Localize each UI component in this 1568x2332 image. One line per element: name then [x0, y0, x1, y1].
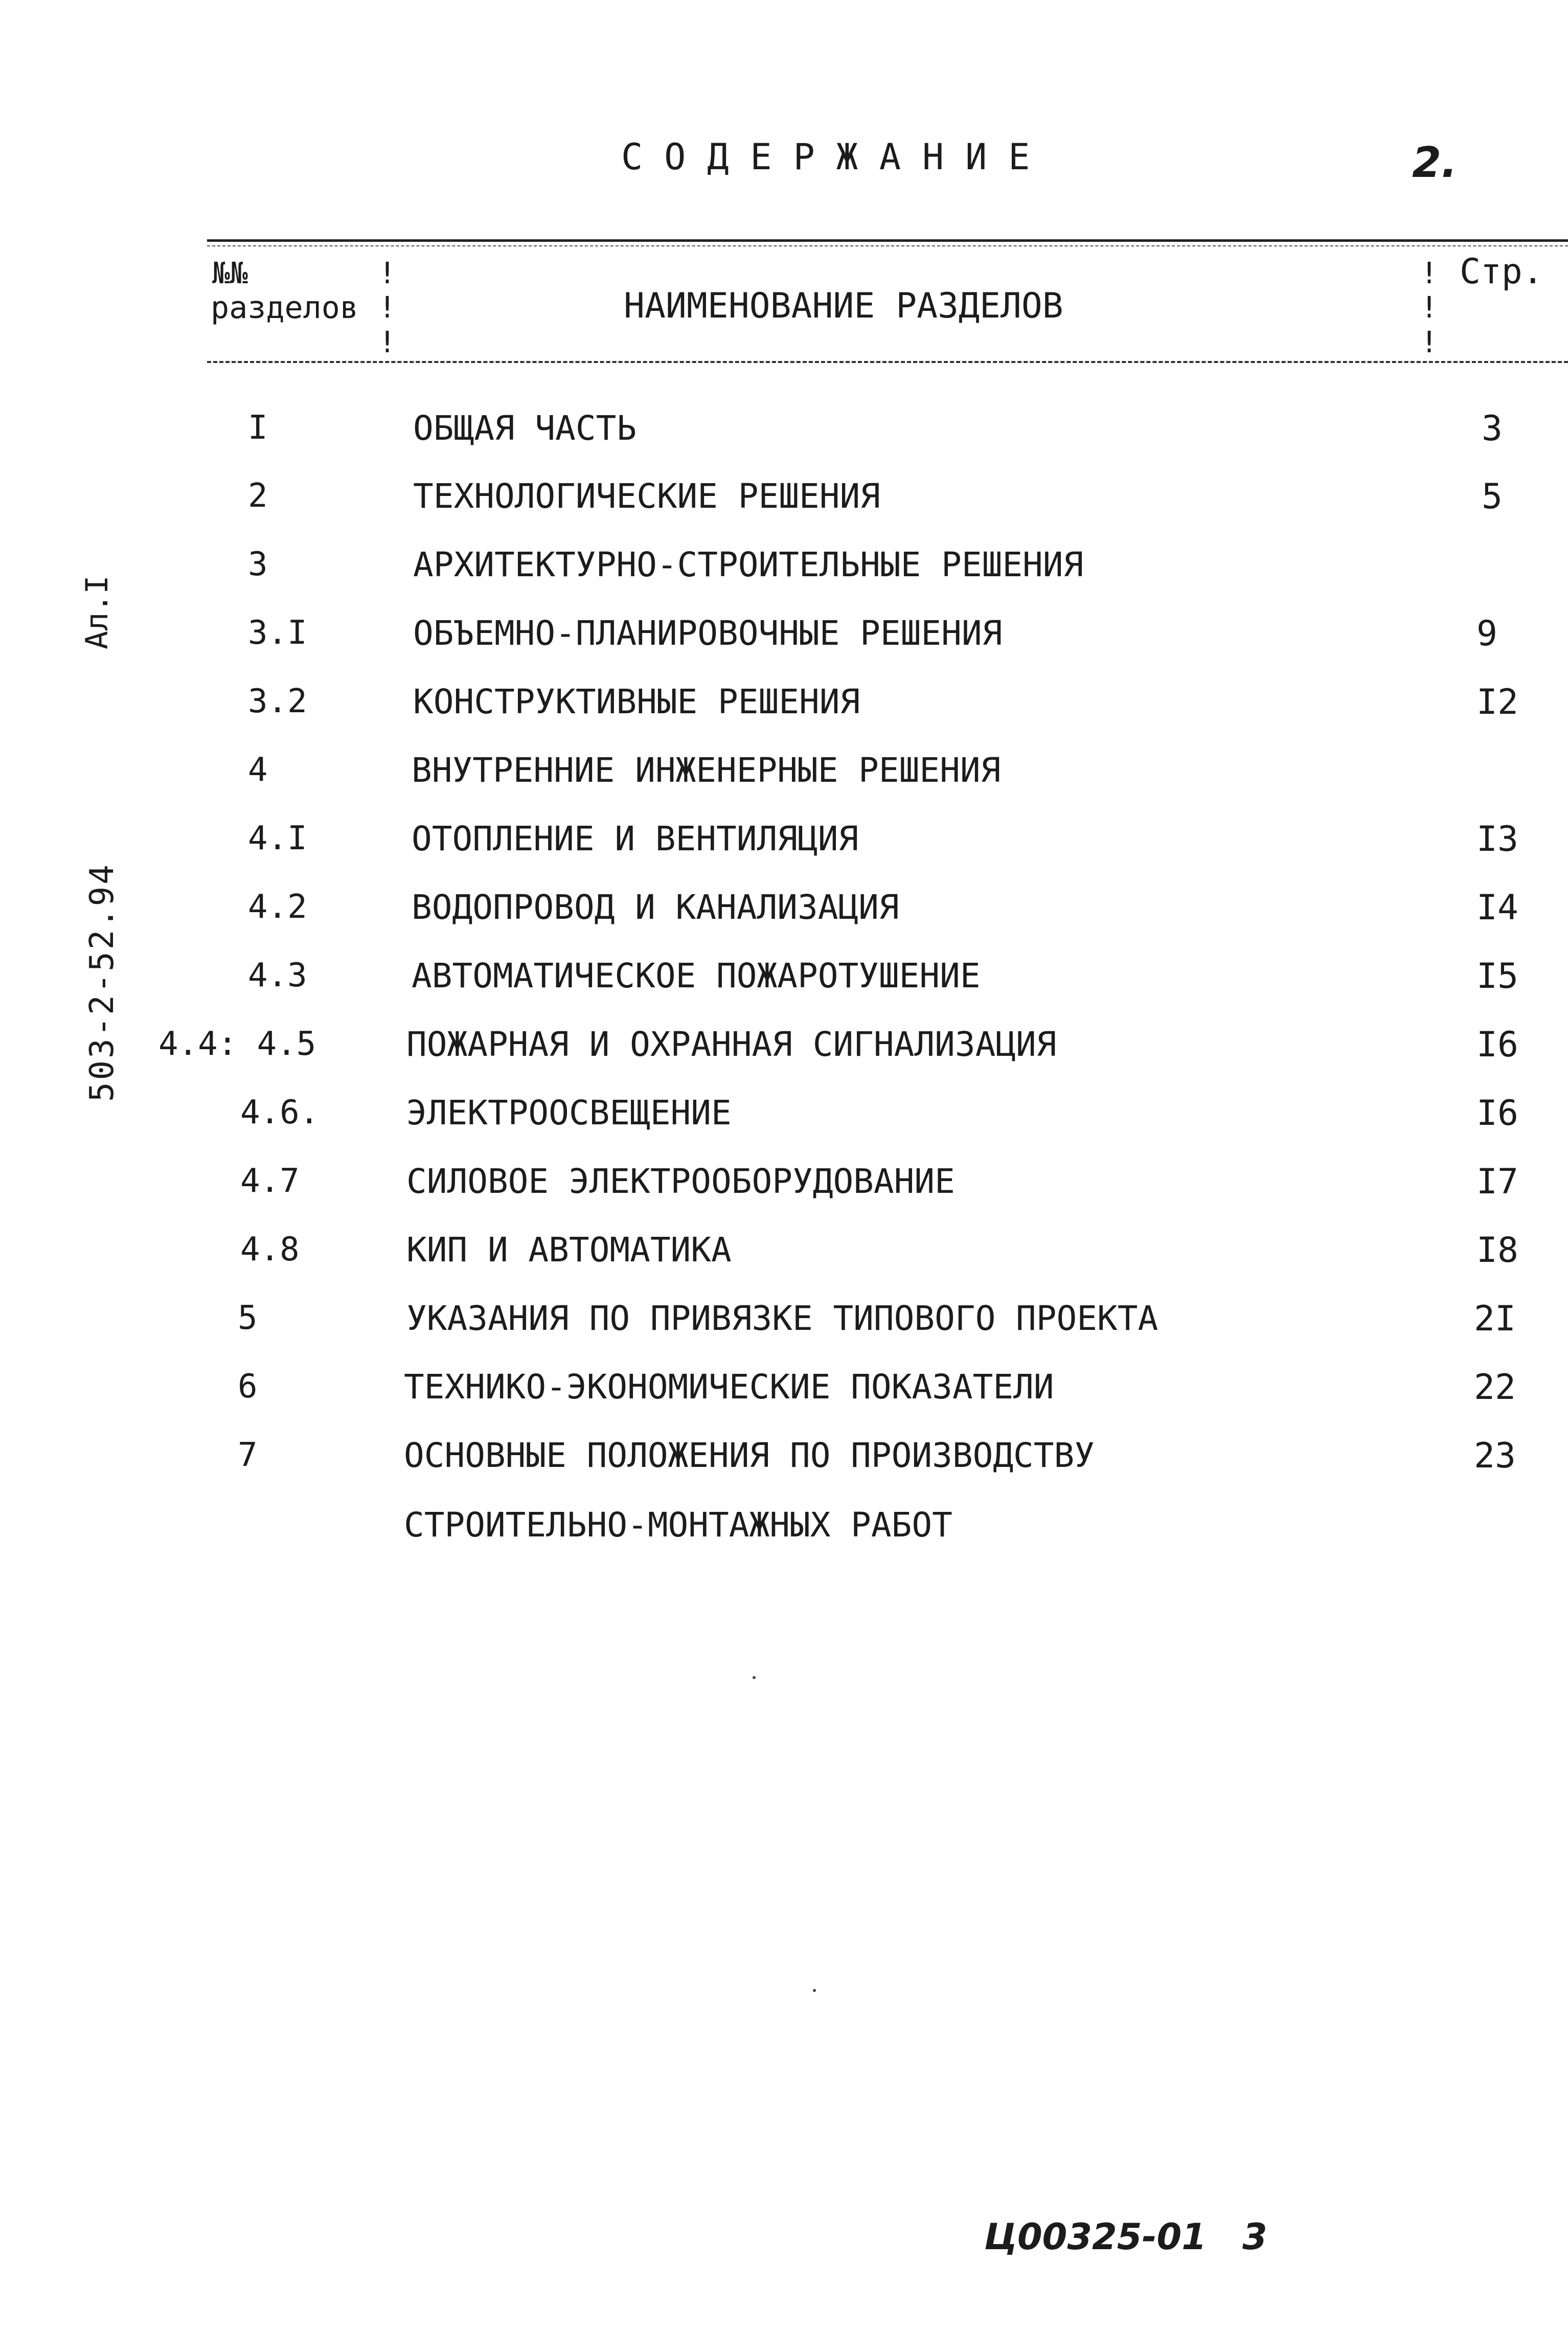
column-separator-mark: ! [378, 290, 396, 325]
section-name: СТРОИТЕЛЬНО-МОНТАЖНЫХ РАБОТ [404, 1505, 952, 1545]
handwritten-page-number: 2. [1412, 139, 1458, 187]
section-name: КОНСТРУКТИВНЫЕ РЕШЕНИЯ [413, 682, 860, 721]
table-header-bottom-rule [207, 361, 1568, 363]
section-number: 4.2 [248, 888, 307, 926]
section-number: 4.6. [240, 1094, 320, 1131]
section-number: 6 [238, 1368, 258, 1406]
section-number: 3 [248, 546, 268, 583]
section-number: 4.7 [240, 1162, 300, 1200]
section-name: КИП И АВТОМАТИКА [406, 1230, 732, 1270]
section-page: I6 [1476, 1025, 1518, 1065]
section-page: I4 [1476, 888, 1518, 928]
section-name: ОБЪЕМНО-ПЛАНИРОВОЧНЫЕ РЕШЕНИЯ [413, 614, 1003, 653]
section-name: ОБЩАЯ ЧАСТЬ [413, 409, 637, 448]
section-page: 22 [1474, 1367, 1516, 1408]
section-page: I3 [1476, 819, 1518, 859]
section-number: 4.3 [248, 957, 307, 994]
section-name: ВОДОПРОВОД И КАНАЛИЗАЦИЯ [412, 888, 899, 927]
section-number: 2 [248, 477, 268, 515]
section-number: 4.I [248, 820, 307, 857]
scan-speck [813, 1989, 816, 1992]
scan-speck [753, 1676, 756, 1679]
column-separator-mark: ! [378, 325, 396, 359]
header-page-label: Стр. [1460, 252, 1543, 292]
section-page: 2I [1474, 1299, 1516, 1339]
section-page: 5 [1482, 477, 1503, 517]
page-title: СОДЕРЖАНИЕ [621, 136, 1052, 178]
header-number-label: разделов [211, 290, 358, 326]
section-page: 3 [1482, 409, 1503, 449]
section-page: I7 [1476, 1162, 1518, 1202]
column-separator-mark: ! [1420, 256, 1438, 290]
section-name: ЭЛЕКТРООСВЕЩЕНИЕ [406, 1093, 732, 1133]
table-top-rule-dashed [207, 245, 1568, 246]
header-number-mark: №№ [212, 256, 248, 290]
section-number: 5 [238, 1299, 258, 1337]
header-name-label: НАИМЕНОВАНИЕ РАЗДЕЛОВ [624, 286, 1063, 326]
section-page: I6 [1476, 1093, 1518, 1134]
margin-project-code: 503-2-52.94 [83, 863, 121, 1102]
section-number: 4.8 [240, 1231, 300, 1269]
column-separator-mark: ! [378, 256, 396, 290]
section-name: АВТОМАТИЧЕСКОЕ ПОЖАРОТУШЕНИЕ [412, 956, 981, 995]
column-separator-mark: ! [1420, 290, 1438, 325]
section-name: ВНУТРЕННИЕ ИНЖЕНЕРНЫЕ РЕШЕНИЯ [412, 751, 1001, 790]
section-name: ОСНОВНЫЕ ПОЛОЖЕНИЯ ПО ПРОИЗВОДСТВУ [404, 1436, 1095, 1475]
section-number: 4 [248, 751, 268, 789]
table-top-rule [207, 239, 1568, 242]
section-number: 4.4: 4.5 [158, 1025, 316, 1063]
section-page: I2 [1476, 682, 1518, 722]
section-name: ТЕХНОЛОГИЧЕСКИЕ РЕШЕНИЯ [413, 477, 880, 516]
section-name: ТЕХНИКО-ЭКОНОМИЧЕСКИЕ ПОКАЗАТЕЛИ [404, 1367, 1054, 1407]
handwritten-sheet-code: Ц00325-01 [984, 2216, 1207, 2258]
section-page: 23 [1474, 1436, 1516, 1476]
handwritten-sheet-number: 3 [1242, 2216, 1267, 2258]
column-separator-mark: ! [1420, 325, 1438, 359]
section-page: I8 [1476, 1230, 1518, 1271]
section-number: I [248, 409, 268, 447]
section-name: АРХИТЕКТУРНО-СТРОИТЕЛЬНЫЕ РЕШЕНИЯ [413, 545, 1084, 584]
section-name: УКАЗАНИЯ ПО ПРИВЯЗКЕ ТИПОВОГО ПРОЕКТА [406, 1299, 1158, 1338]
section-page: I5 [1476, 956, 1518, 997]
section-number: 7 [238, 1436, 258, 1474]
section-number: 3.I [248, 614, 307, 652]
margin-album-label: Ал.I [79, 575, 115, 649]
section-name: ОТОПЛЕНИЕ И ВЕНТИЛЯЦИЯ [412, 819, 859, 858]
section-name: СИЛОВОЕ ЭЛЕКТРООБОРУДОВАНИЕ [406, 1162, 955, 1201]
section-page: 9 [1476, 614, 1497, 654]
section-name: ПОЖАРНАЯ И ОХРАННАЯ СИГНАЛИЗАЦИЯ [406, 1025, 1057, 1064]
section-number: 3.2 [248, 683, 307, 720]
